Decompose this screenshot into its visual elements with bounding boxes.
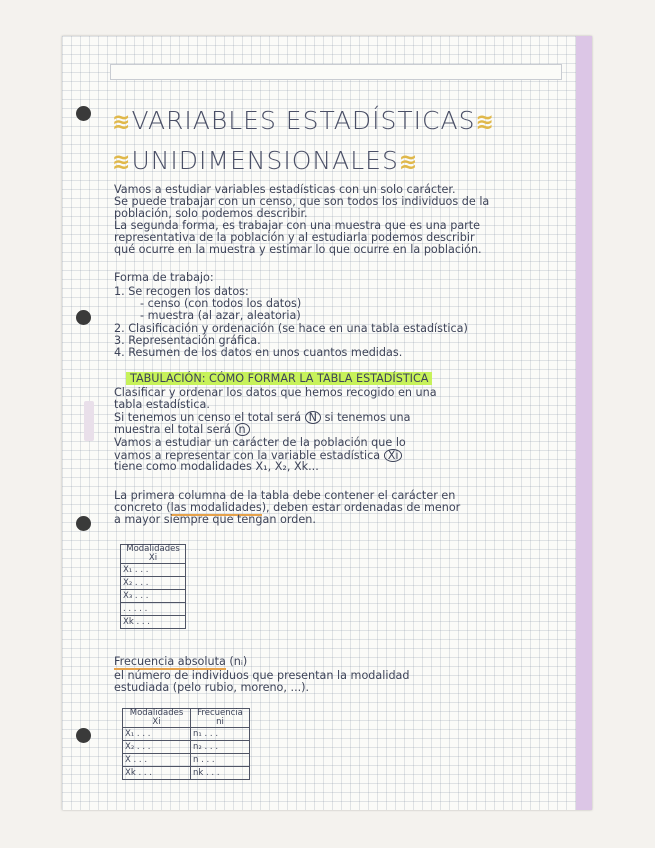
work-item: 2. Clasificación y ordenación (se hace en una tabla estadística) <box>114 322 468 335</box>
text-span: concreto ( <box>114 501 171 514</box>
table-cell: Xk . . . <box>121 616 186 629</box>
table-header <box>191 709 250 728</box>
header-text: Modalidades <box>126 544 180 554</box>
punch-hole <box>76 106 91 121</box>
table-cell: n₂ . . . <box>191 741 250 754</box>
title-decor: ≋ <box>112 150 132 175</box>
column-line: La primera columna de la tabla debe contener el carácter en <box>114 489 456 502</box>
tabulacion-line: Vamos a estudiar un carácter de la población que lo <box>114 436 406 449</box>
punch-hole <box>76 310 91 325</box>
title-line-1 <box>112 106 495 135</box>
table-cell: . . . . . <box>121 603 186 616</box>
table-cell: Xk . . . <box>123 767 191 780</box>
header-text: Frecuencia <box>197 708 243 718</box>
title-line-2 <box>112 146 418 175</box>
table-header <box>123 709 191 728</box>
text-span: vamos a representar con la variable estadística <box>114 449 381 462</box>
text-span: muestra el total será <box>114 423 231 436</box>
punch-hole <box>76 728 91 743</box>
intro-line: La segunda forma, es trabajar con una muestra que es una parte <box>114 219 481 232</box>
intro-line: representativa de la población y al estudiarla podemos describir <box>114 231 475 244</box>
highlighted-heading: TABULACIÓN: CÓMO FORMAR LA TABLA ESTADÍSTICA <box>126 372 432 385</box>
table-cell: X₂ . . . <box>121 577 186 590</box>
margin-strip <box>576 36 592 810</box>
title-decor: ≋ <box>112 110 132 135</box>
header-text: Xi <box>152 717 161 727</box>
intro-line: qué ocurre en la muestra y estimar lo que ocurre en la población. <box>114 243 482 256</box>
header-text: Xi <box>148 553 158 563</box>
underlined-text: las modalidades <box>170 501 262 514</box>
table-cell: X₂ . . . <box>123 741 191 754</box>
header-text: ni <box>216 717 224 727</box>
title-decor: ≋ <box>475 110 495 135</box>
table-cell: X₁ . . . <box>123 728 191 741</box>
circled-symbol: n <box>235 423 250 436</box>
modalidades-table <box>120 544 186 629</box>
tabulacion-line <box>114 423 250 436</box>
header-box <box>110 64 562 80</box>
header-text: Modalidades <box>129 708 184 718</box>
frecuencia-line: estudiada (pelo rubio, moreno, ...). <box>114 681 310 694</box>
tabulacion-line: tiene como modalidades X₁, X₂, Xk... <box>114 460 319 473</box>
frecuencia-table <box>122 708 250 780</box>
work-item: 3. Representación gráfica. <box>114 334 261 347</box>
table-cell: X₃ . . . <box>121 590 186 603</box>
binding-tab <box>84 401 94 441</box>
table-header <box>121 545 186 564</box>
frecuencia-line: el número de individuos que presentan la modalidad <box>114 669 410 682</box>
notebook-page <box>62 36 592 810</box>
table-cell: nk . . . <box>191 767 250 780</box>
work-item: 4. Resumen de los datos en unos cuantos medidas. <box>114 346 403 359</box>
work-item: - muestra (al azar, aleatoria) <box>140 309 301 322</box>
text-span: ), deben estar ordenadas de menor <box>261 501 461 514</box>
intro-line: Vamos a estudiar variables estadísticas con un solo carácter. <box>114 183 456 196</box>
intro-line: Se puede trabajar con un censo, que son todos los individuos de la <box>114 195 490 208</box>
title-decor: ≋ <box>398 150 419 175</box>
work-item: - censo (con todos los datos) <box>140 297 302 310</box>
tabulacion-heading <box>126 373 432 385</box>
circled-symbol: N <box>305 411 321 424</box>
punch-hole <box>76 516 91 531</box>
column-line: a mayor siempre que tengan orden. <box>114 513 316 526</box>
tabulacion-line: tabla estadística. <box>114 398 210 411</box>
text-span: Si tenemos un censo el total será <box>114 411 302 424</box>
underlined-heading: Frecuencia absoluta <box>114 655 226 668</box>
table-cell: X . . . <box>123 754 191 767</box>
table-cell: n₁ . . . <box>191 728 250 741</box>
table-cell: X₁ . . . <box>121 564 186 577</box>
work-heading: Forma de trabajo: <box>114 271 214 284</box>
work-item: 1. Se recogen los datos: <box>114 285 249 298</box>
table-cell: n . . . <box>191 754 250 767</box>
title-text: UNIDIMENSIONALES <box>131 146 399 175</box>
title-text: VARIABLES ESTADÍSTICAS <box>131 106 476 135</box>
text-span: (nᵢ) <box>229 655 248 668</box>
frecuencia-heading <box>114 656 247 668</box>
circled-symbol: Xi <box>384 449 403 462</box>
intro-line: población, solo podemos describir. <box>114 207 308 220</box>
tabulacion-line: Clasificar y ordenar los datos que hemos recogido en una <box>114 386 437 399</box>
text-span: si tenemos una <box>324 411 411 424</box>
